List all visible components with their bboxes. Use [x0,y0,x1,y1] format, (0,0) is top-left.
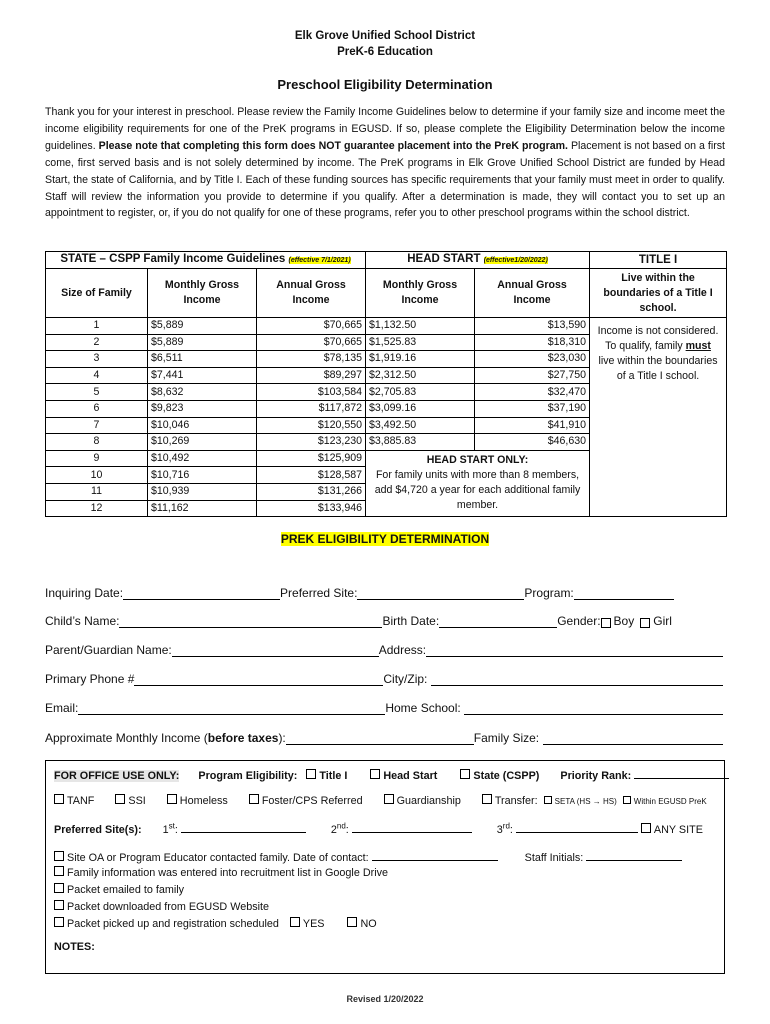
home-school-field[interactable] [464,700,723,715]
any-site-label: ANY SITE [653,824,703,836]
state-annual-cell: $133,946 [257,500,366,517]
office-row-emailed [54,883,184,896]
ssi-label: SSI [128,795,146,807]
headstart-effective-date: (effective1/20/2022) [483,257,548,264]
boy-checkbox[interactable] [601,618,611,628]
state-annual-cell: $78,135 [257,351,366,368]
site-3rd-label: 3rd: [496,821,513,836]
state-monthly-cell: $10,492 [148,450,257,467]
state-monthly-cell: $10,046 [148,417,257,434]
hs-annual-cell: $23,030 [475,351,590,368]
program-eligibility-label: Program Eligibility: [198,770,298,782]
office-row-downloaded [54,900,269,913]
office-row-eligibility [54,767,729,782]
income-label-b: ): [278,731,286,745]
site-2nd-suffix: nd [336,821,346,831]
city-zip-label: City/Zip: [383,672,428,686]
homeless-label: Homeless [179,795,228,807]
foster-checkbox[interactable] [249,794,259,804]
staff-initials-field[interactable] [586,849,682,861]
state-monthly-cell: $5,889 [148,334,257,351]
yes-checkbox[interactable] [290,917,300,927]
site-2nd-label: 2nd: [330,821,349,836]
family-size-cell: 11 [46,483,148,500]
intro-text-2: Placement is not based on a first come, first served basis and is not solely determined by income. The PreK programs in Elk Grove Unified School District are funded by Head Start, the state of California, and by Title I. Each of these funding sources has specific requirements that your family must meet in order to qualify. Staff will review the information you provide to determine if you qualify. After a determination is made, they will contact you to set up an appointment to register, or, if you do not qualify for one of these programs, refer you to other preschool programs within the school district. [45,139,725,220]
form-row-phone [45,666,723,686]
site-1st-number: 1 [162,824,169,836]
form-row-child [45,608,723,628]
preferred-sites-label: Preferred Site(s): [54,824,142,836]
family-size-cell: 6 [46,400,148,417]
family-size-cell: 5 [46,384,148,401]
state-annual-cell: $123,230 [257,434,366,451]
state-annual-cell: $125,909 [257,450,366,467]
yes-label: YES [302,918,325,930]
picked-up-checkbox[interactable] [54,917,64,927]
state-annual-cell: $128,587 [257,467,366,484]
hs-monthly-cell: $1,919.16 [366,351,475,368]
site-1st-label: 1st: [162,821,178,836]
title1-note-a: Income is not considered. To qualify, family [597,325,719,352]
hs-annual-cell: $46,630 [475,434,590,451]
col-state-annual: Annual Gross Income [257,269,366,318]
table-subheader-row [46,269,727,318]
hs-annual-cell: $32,470 [475,384,590,401]
state-monthly-cell: $8,632 [148,384,257,401]
office-row-recruitment [54,866,388,879]
head-start-checkbox[interactable] [370,769,380,779]
office-use-box [45,760,725,974]
site-1st-suffix: st [168,821,175,831]
title1-header: TITLE I [590,252,727,269]
program-label: Program: [524,586,574,600]
preferred-site-label: Preferred Site: [280,586,358,600]
seta-checkbox[interactable] [544,796,552,804]
city-zip-field[interactable] [431,671,723,686]
title1-note [590,318,727,517]
office-row-notes [54,941,95,953]
address-label: Address: [378,643,427,657]
office-row-contacted [54,849,682,864]
phone-field[interactable] [134,671,383,686]
hs-monthly-cell: $1,132.50 [366,318,475,335]
boy-label: Boy [613,614,635,628]
head-start-option: Head Start [383,770,438,782]
headstart-header [366,252,590,269]
state-cspp-checkbox[interactable] [460,769,470,779]
title1-checkbox[interactable] [306,769,316,779]
table-row [46,318,727,335]
notes-label: NOTES: [54,941,95,953]
recruitment-label: Family information was entered into recruitment list in Google Drive [67,867,389,879]
form-row-email [45,695,723,715]
col-hs-monthly: Monthly Gross Income [366,269,475,318]
intro-bold-notice: Please note that completing this form does NOT guarantee placement into the PreK program. [98,139,568,152]
title1-note-b: live within the boundaries of a Title I school. [598,355,718,382]
office-row-picked-up [54,917,377,930]
form-row-inquiry [45,580,723,600]
within-egusd-checkbox[interactable] [623,796,631,804]
headstart-header-title: HEAD START [407,253,484,265]
birth-date-label: Birth Date: [382,614,440,628]
headstart-only-title: HEAD START ONLY: [426,454,529,467]
hs-annual-cell: $37,190 [475,400,590,417]
child-name-label: Child’s Name: [45,614,120,628]
hs-monthly-cell: $2,312.50 [366,367,475,384]
family-size-cell: 10 [46,467,148,484]
inquiring-date-label: Inquiring Date: [45,586,124,600]
within-egusd-label: Within EGUSD PreK [633,797,707,806]
state-annual-cell: $120,550 [257,417,366,434]
email-label: Email: [45,701,79,715]
homeless-checkbox[interactable] [167,794,177,804]
guardianship-checkbox[interactable] [384,794,394,804]
state-effective-date: (effective 7/1/2021) [288,257,351,264]
priority-rank-label: Priority Rank: [560,770,632,782]
state-monthly-cell: $10,939 [148,483,257,500]
picked-up-label: Packet picked up and registration scheduled [67,918,279,930]
hs-annual-cell: $27,750 [475,367,590,384]
income-guidelines-table [45,251,727,517]
hs-annual-cell: $41,910 [475,417,590,434]
site-3rd-suffix: rd [502,821,510,831]
income-label-bold: before taxes [207,731,279,745]
family-size-label: Family Size: [473,731,540,745]
contact-date-field[interactable] [372,849,498,861]
family-size-cell: 12 [46,500,148,517]
state-annual-cell: $131,266 [257,483,366,500]
income-rows [46,318,727,517]
site-3rd-number: 3 [496,824,503,836]
office-use-label: FOR OFFICE USE ONLY: [54,770,180,782]
title1-subheader: Live within the boundaries of a Title I school. [590,269,727,318]
intro-paragraph [45,104,725,222]
col-hs-annual: Annual Gross Income [475,269,590,318]
state-annual-cell: $103,584 [257,384,366,401]
state-cspp-option: State (CSPP) [473,770,540,782]
eligibility-section-title [0,532,770,546]
hs-annual-cell: $13,590 [475,318,590,335]
girl-label: Girl [653,614,672,628]
site-3rd-field[interactable] [516,821,638,833]
contacted-checkbox[interactable] [54,851,64,861]
transfer-checkbox[interactable] [482,794,492,804]
ssi-checkbox[interactable] [115,794,125,804]
state-header-title: STATE – CSPP Family Income Guidelines [60,253,289,265]
recruitment-checkbox[interactable] [54,866,64,876]
phone-label: Primary Phone # [45,672,135,686]
intro-text-1: Thank you for your interest in preschool. Please review the Family Income Guidelines below to determine if your family size and income meet the income eligibility requirements for one of the PreK programs in EGUSD. If so, please complete the Eligibility Determination below the income guidelines. [45,106,725,152]
preferred-site-field[interactable] [357,585,524,600]
state-monthly-cell: $5,889 [148,318,257,335]
department-name: PreK-6 Education [337,46,433,58]
birth-date-field[interactable] [439,613,557,628]
no-label: NO [360,918,377,930]
state-annual-cell: $70,665 [257,318,366,335]
site-2nd-number: 2 [330,824,337,836]
family-size-cell: 3 [46,351,148,368]
monthly-income-field[interactable] [286,730,474,745]
site-1st-field[interactable] [181,821,306,833]
child-name-field[interactable] [119,613,382,628]
state-monthly-cell: $6,511 [148,351,257,368]
income-label-a: Approximate Monthly Income ( [45,731,208,745]
hs-monthly-cell: $3,492.50 [366,417,475,434]
family-size-cell: 9 [46,450,148,467]
guardianship-label: Guardianship [396,795,461,807]
family-size-cell: 4 [46,367,148,384]
title1-option: Title I [319,770,348,782]
tanf-label: TANF [67,795,95,807]
hs-monthly-cell: $3,099.16 [366,400,475,417]
title1-note-must: must [685,340,711,352]
family-size-cell: 7 [46,417,148,434]
hs-annual-cell: $18,310 [475,334,590,351]
office-row-categories [54,794,707,807]
program-field[interactable] [574,585,674,600]
state-header [46,252,366,269]
downloaded-checkbox[interactable] [54,900,64,910]
state-annual-cell: $117,872 [257,400,366,417]
form-row-parent [45,637,723,657]
emailed-checkbox[interactable] [54,883,64,893]
headstart-only-note [366,450,590,516]
state-annual-cell: $70,665 [257,334,366,351]
col-state-monthly: Monthly Gross Income [148,269,257,318]
priority-rank-field[interactable] [634,767,729,779]
transfer-label: Transfer: [494,795,538,807]
no-checkbox[interactable] [347,917,357,927]
tanf-checkbox[interactable] [54,794,64,804]
email-field[interactable] [78,700,385,715]
state-monthly-cell: $10,716 [148,467,257,484]
state-monthly-cell: $9,823 [148,400,257,417]
girl-checkbox[interactable] [640,618,650,628]
form-row-income [45,725,723,745]
gender-label: Gender: [557,614,601,628]
downloaded-label: Packet downloaded from EGUSD Website [67,901,270,913]
seta-label: SETA (HS → HS) [554,797,617,806]
family-size-cell: 2 [46,334,148,351]
address-field[interactable] [426,642,723,657]
site-2nd-field[interactable] [352,821,472,833]
col-size-of-family: Size of Family [46,269,148,318]
state-monthly-cell: $10,269 [148,434,257,451]
foster-label: Foster/CPS Referred [261,795,363,807]
any-site-checkbox[interactable] [641,823,651,833]
hs-monthly-cell: $2,705.83 [366,384,475,401]
page-title: Preschool Eligibility Determination [277,77,493,92]
revision-footer: Revised 1/20/2022 [346,994,424,1004]
emailed-label: Packet emailed to family [67,884,185,896]
home-school-label: Home School: [385,701,461,715]
staff-initials-label: Staff Initials: [524,852,584,864]
contacted-label: Site OA or Program Educator contacted family. Date of contact: [67,852,369,864]
hs-monthly-cell: $3,885.83 [366,434,475,451]
state-monthly-cell: $7,441 [148,367,257,384]
family-size-field[interactable] [543,730,723,745]
office-row-sites [54,821,703,836]
eligibility-title-text: PREK ELIGIBILITY DETERMINATION [280,532,490,546]
state-annual-cell: $89,297 [257,367,366,384]
inquiring-date-field[interactable] [123,585,280,600]
hs-monthly-cell: $1,525.83 [366,334,475,351]
parent-name-field[interactable] [172,642,379,657]
parent-name-label: Parent/Guardian Name: [45,643,172,657]
family-size-cell: 1 [46,318,148,335]
headstart-only-text: For family units with more than 8 members, add $4,720 a year for each additional family member. [374,469,581,512]
district-name: Elk Grove Unified School District [294,30,476,42]
table-header-row [46,252,727,269]
family-size-cell: 8 [46,434,148,451]
state-monthly-cell: $11,162 [148,500,257,517]
